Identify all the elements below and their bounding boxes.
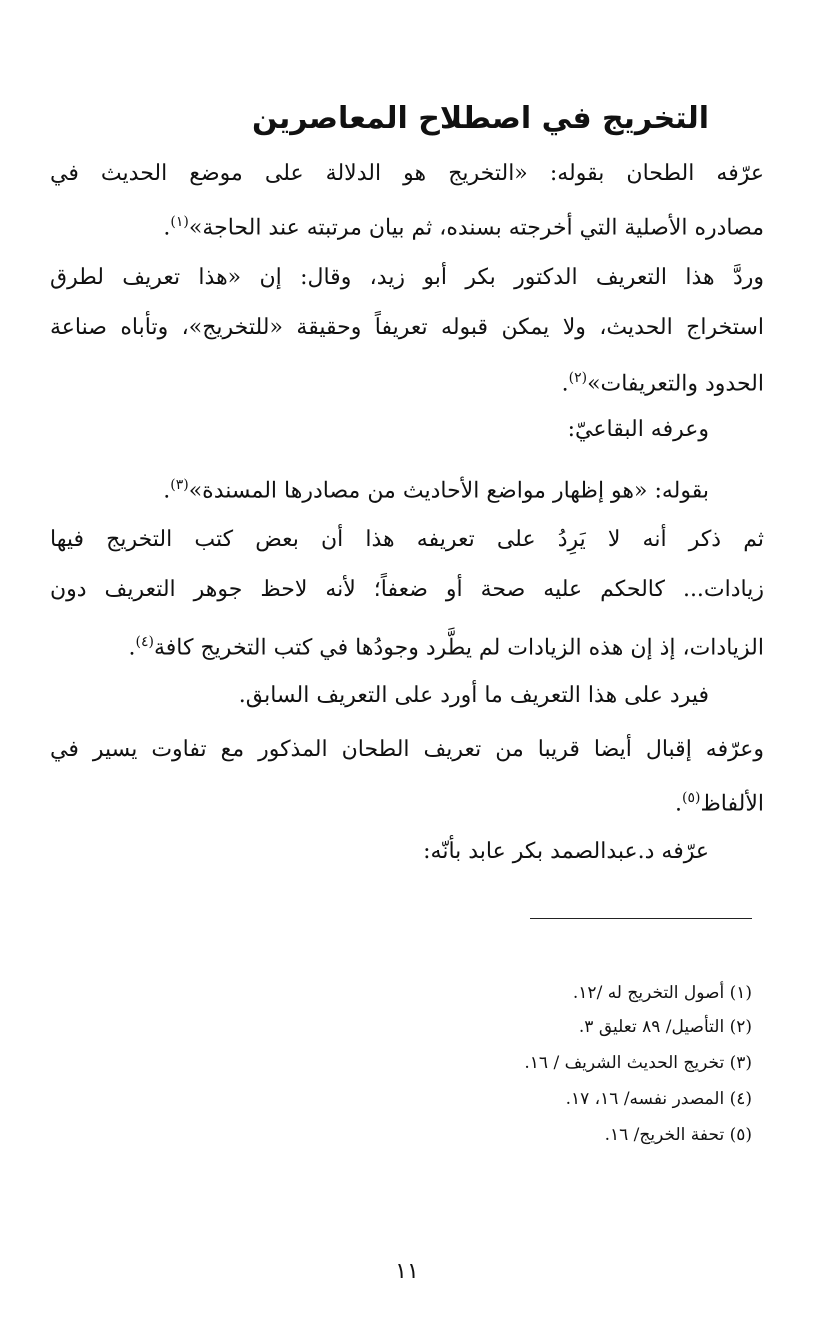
- footnote-1: (١) أصول التخريج له /١٢.: [572, 983, 752, 1003]
- body-line-3: وردَّ هذا التعريف الدكتور بكر أبو زيد، وقال: إن «هذا تعريف لطرق: [50, 265, 764, 290]
- body-line-4: استخراج الحديث، ولا يمكن قبوله تعريفاً وحقيقة «للتخريج»، وتأباه صناعة: [50, 315, 764, 340]
- footnote-4: (٤) المصدر نفسه/ ١٦، ١٧.: [565, 1089, 752, 1109]
- body-line-13: الألفاظ$^{(٥)}$.: [674, 790, 764, 817]
- footnote-5: (٥) تحفة الخريج/ ١٦.: [604, 1125, 752, 1145]
- body-line-2: مصادره الأصلية التي أخرجته بسنده، ثم بيان مرتبته عند الحاجة»$^{(١)}$.: [163, 214, 764, 241]
- footnote-separator: [530, 918, 752, 919]
- body-line-9: زيادات... كالحكم عليه صحة أو ضعفاً؛ لأنه لاحظ جوهر التعريف دون: [50, 577, 764, 602]
- body-line-6: وعرفه البقاعيّ:: [567, 417, 709, 442]
- section-heading: التخريج في اصطلاح المعاصرين: [252, 101, 709, 136]
- body-line-10: الزيادات، إذ إن هذه الزيادات لم يطَّرد وجودُها في كتب التخريج كافة$^{(٤)}$.: [128, 634, 764, 661]
- body-line-14: عرّفه د.عبدالصمد بكر عابد بأنّه:: [423, 839, 709, 864]
- body-line-5: الحدود والتعريفات»$^{(٢)}$.: [561, 370, 764, 397]
- body-line-11: فيرد على هذا التعريف ما أورد على التعريف السابق.: [238, 683, 709, 708]
- body-line-8: ثم ذكر أنه لا يَرِدُ على تعريفه هذا أن بعض كتب التخريج فيها: [50, 527, 764, 552]
- body-line-1: عرّفه الطحان بقوله: «التخريج هو الدلالة على موضع الحديث في: [50, 161, 764, 186]
- footnote-3: (٣) تخريج الحديث الشريف / ١٦.: [524, 1053, 752, 1073]
- body-line-12: وعرّفه إقبال أيضا قريبا من تعريف الطحان المذكور مع تفاوت يسير في: [50, 737, 764, 762]
- body-line-7: بقوله: «هو إظهار مواضع الأحاديث من مصادرها المسندة»$^{(٣)}$.: [163, 477, 709, 504]
- footnote-2: (٢) التأصيل/ ٨٩ تعليق ٣.: [578, 1017, 752, 1037]
- page-number: ١١: [395, 1259, 419, 1284]
